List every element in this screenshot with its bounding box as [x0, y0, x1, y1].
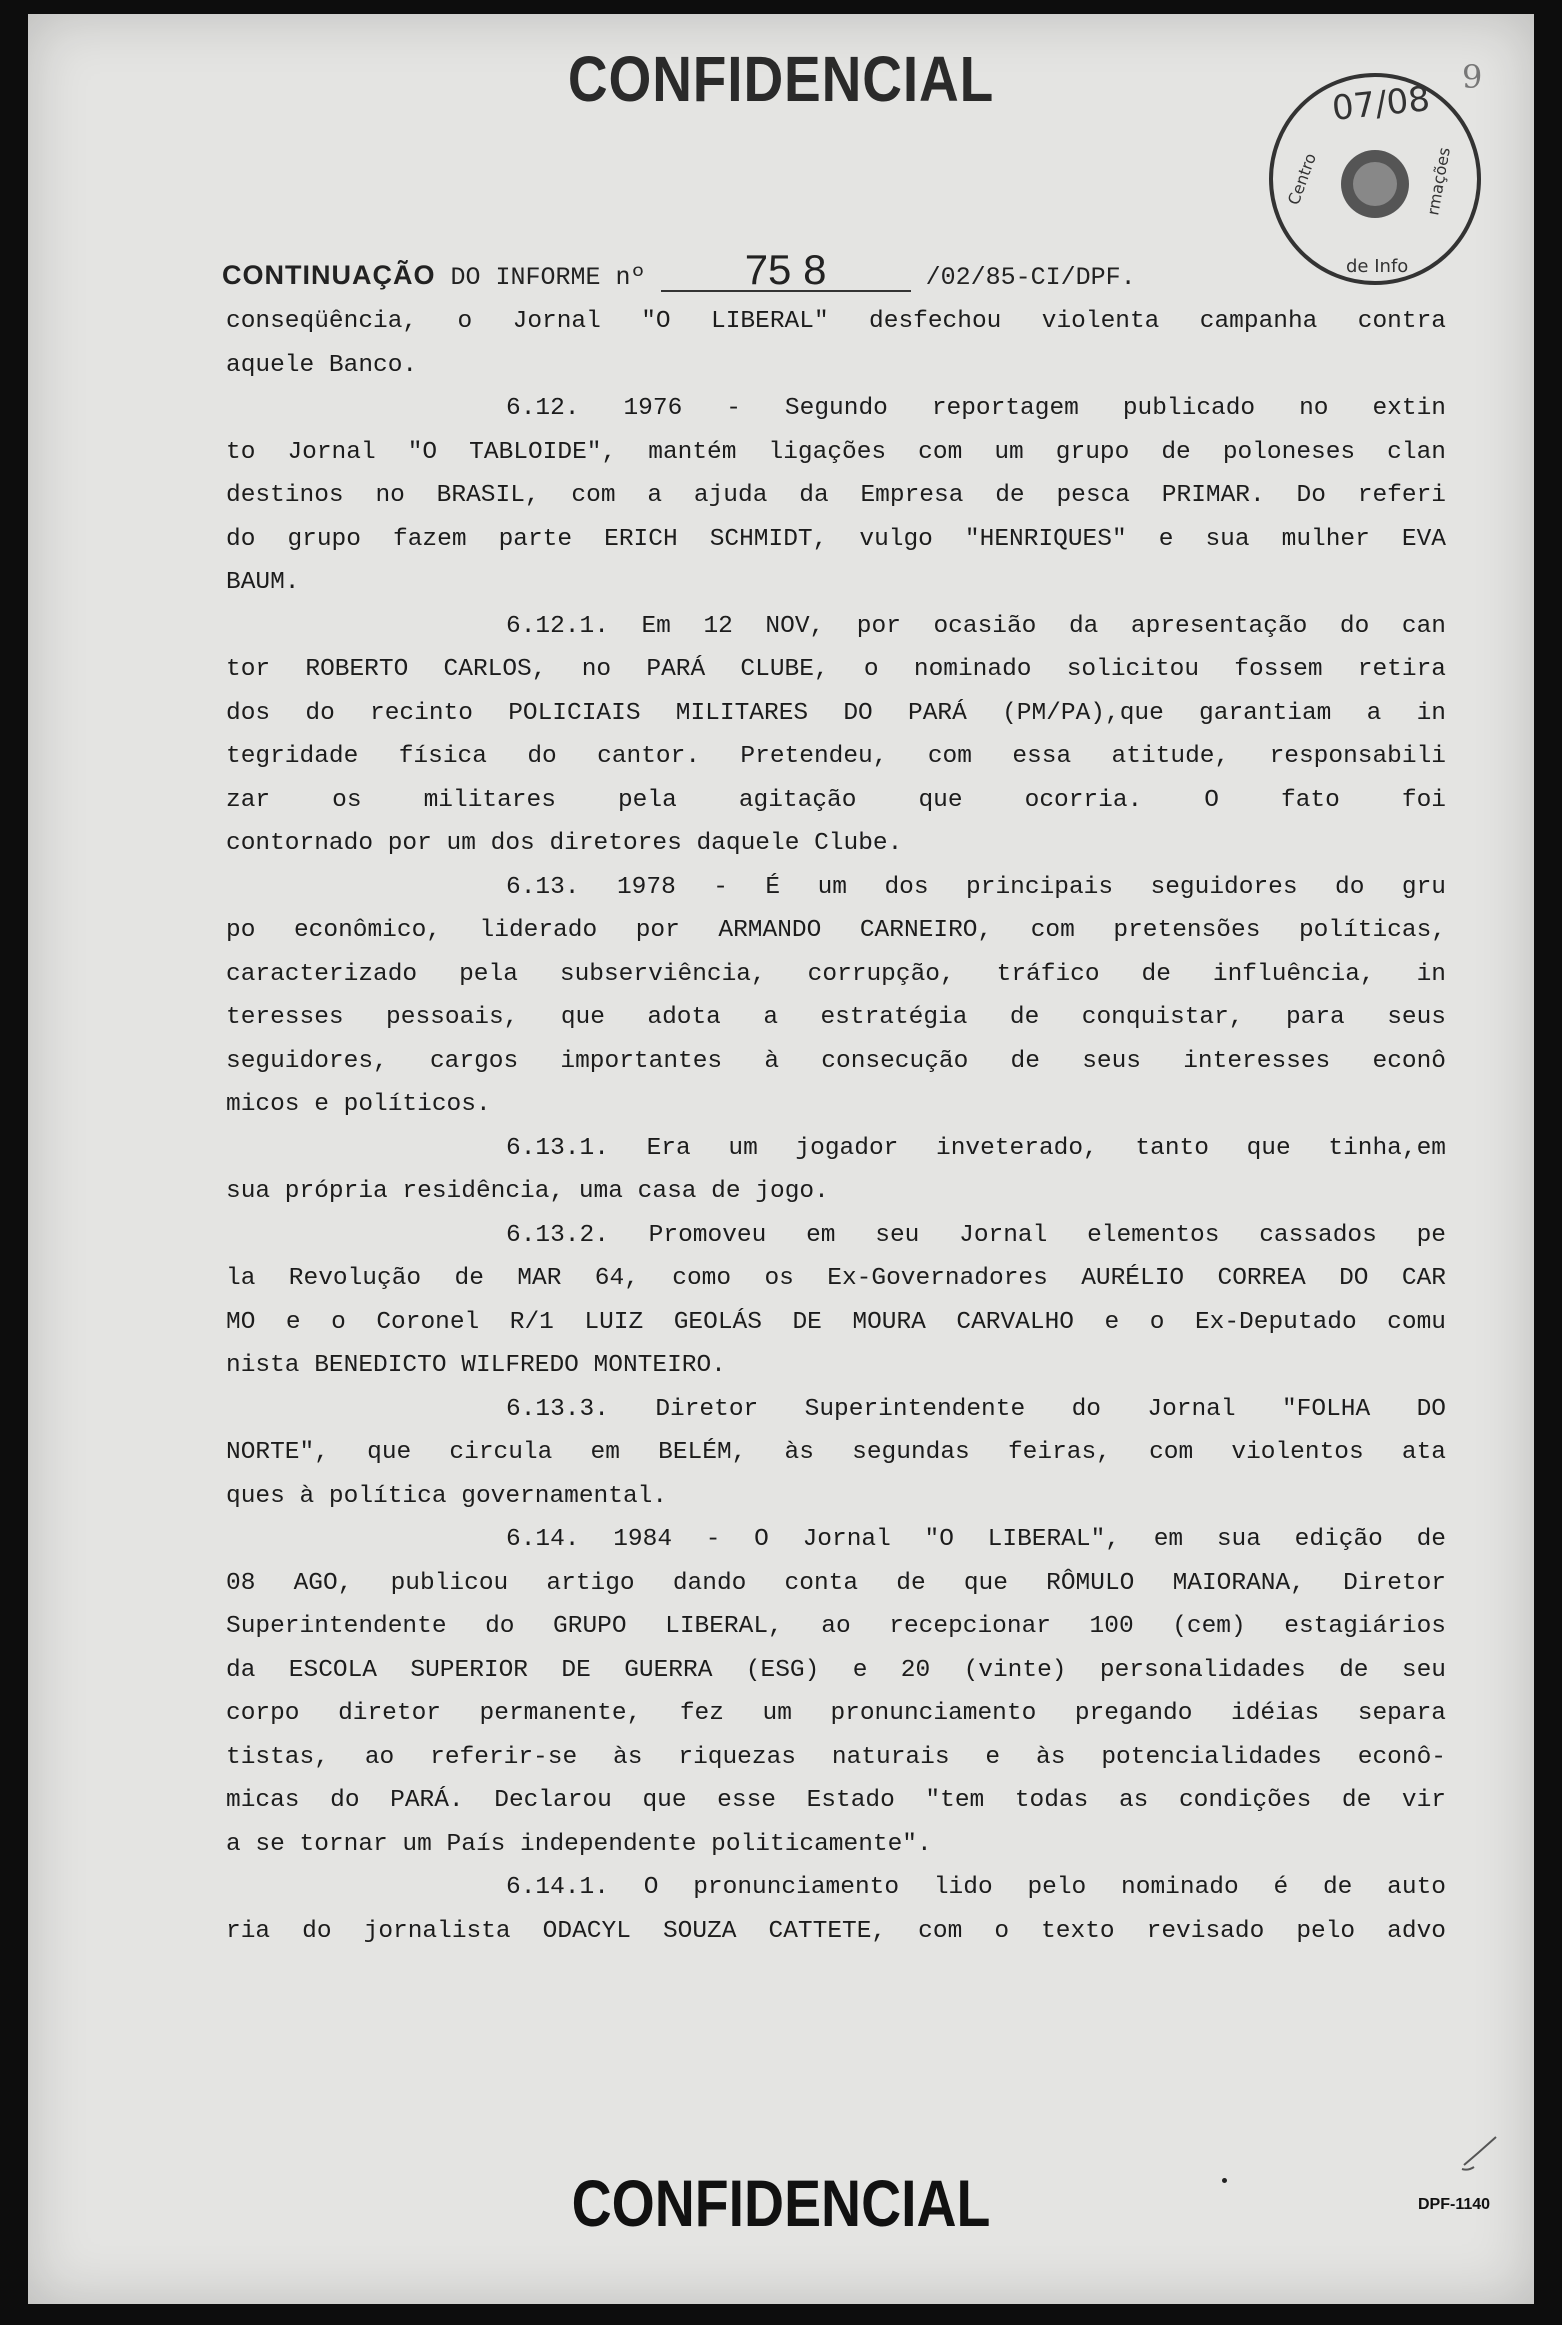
text-line: da ESCOLA SUPERIOR DE GUERRA (ESG) e 20 (vinte) personalidades de seu [226, 1656, 1446, 1684]
text-line: tor ROBERTO CARLOS, no PARÁ CLUBE, o nominado solicitou fossem retira [226, 656, 1446, 683]
text-line: micas do PARÁ. Declarou que esse Estado "tem todas as condições de vir [226, 1787, 1446, 1814]
text-line: conseqüência, o Jornal "O LIBERAL" desfechou violenta campanha contra [226, 308, 1446, 335]
classification-stamp-top: CONFIDENCIAL [567, 43, 995, 115]
text-line: aquele Banco. [226, 351, 418, 379]
report-prefix: DO INFORME nº [450, 263, 646, 292]
text-line: BAUM. [226, 569, 300, 596]
document-body [226, 300, 1446, 1953]
text-line: 08 AGO, publicou artigo dando conta de que RÔMULO MAIORANA, Diretor [226, 1569, 1446, 1597]
text-line: to Jornal "O TABLOIDE", mantém ligações com um grupo de poloneses clan [226, 438, 1446, 466]
text-line: tegridade física do cantor. Pretendeu, com essa atitude, responsabili [226, 743, 1446, 770]
text-line: destinos no BRASIL, com a ajuda da Empresa de pesca PRIMAR. Do referi [226, 482, 1446, 509]
text-line: 6.12. 1976 - Segundo reportagem publicado no extin [506, 395, 1446, 422]
continuation-label: CONTINUAÇÃO [222, 260, 436, 290]
text-line: contornado por um dos diretores daquele Clube. [226, 830, 903, 857]
report-number: 75 8 [661, 250, 911, 292]
svg-text:Centro: Centro [1283, 150, 1321, 208]
text-line: 6.13.1. Era um jogador inveterado, tanto que tinha,em [506, 1134, 1446, 1162]
report-suffix: /02/85-CI/DPF. [925, 263, 1136, 292]
text-line: tistas, ao referir-se às riquezas naturais e às potencialidades econô- [226, 1743, 1446, 1771]
text-line: Superintendente do GRUPO LIBERAL, ao recepcionar 100 (cem) estagiários [226, 1613, 1446, 1640]
text-line: ria do jornalista ODACYL SOUZA CATTETE, com o texto revisado pelo advo [226, 1917, 1446, 1945]
form-code: DPF-1140 [1418, 2196, 1491, 2213]
text-line: caracterizado pela subserviência, corrupção, tráfico de influência, in [226, 960, 1446, 988]
text-line: corpo diretor permanente, fez um pronunciamento pregando idéias separa [226, 1700, 1446, 1727]
continuation-header [222, 246, 1136, 293]
text-line: sua própria residência, uma casa de jogo. [226, 1178, 829, 1205]
text-line: zar os militares pela agitação que ocorria. O fato foi [226, 786, 1446, 814]
svg-text:rmações: rmações [1423, 145, 1454, 217]
text-line: dos do recinto POLICIAIS MILITARES DO PARÁ (PM/PA),que garantiam a in [226, 699, 1446, 727]
svg-text:de Info: de Info [1346, 256, 1409, 277]
text-line: do grupo fazem parte ERICH SCHMIDT, vulgo "HENRIQUES" e sua mulher EVA [226, 525, 1446, 553]
text-line: micos e políticos. [226, 1091, 491, 1118]
text-line: la Revolução de MAR 64, como os Ex-Governadores AURÉLIO CORREA DO CAR [226, 1265, 1446, 1292]
seal-number: 07/08 [1330, 78, 1432, 130]
text-line: seguidores, cargos importantes à consecução de seus interesses econô [226, 1047, 1446, 1075]
text-line: 6.13.3. Diretor Superintendente do Jornal "FOLHA DO [506, 1395, 1446, 1423]
page-number: 9 [1462, 58, 1483, 96]
text-line: 6.14.1. O pronunciamento lido pelo nominado é de auto [506, 1874, 1446, 1901]
text-line: nista BENEDICTO WILFREDO MONTEIRO. [226, 1352, 726, 1379]
check-mark-icon [1460, 2135, 1500, 2175]
text-line: po econômico, liderado por ARMANDO CARNEIRO, com pretensões políticas, [226, 917, 1446, 944]
text-line: teresses pessoais, que adota a estratégia de conquistar, para seus [226, 1004, 1446, 1031]
text-line: NORTE", que circula em BELÉM, às segundas feiras, com violentos ata [226, 1439, 1446, 1466]
text-line: a se tornar um País independente politicamente". [226, 1830, 932, 1858]
text-line: 6.14. 1984 - O Jornal "O LIBERAL", em sua edição de [506, 1526, 1446, 1553]
text-line: MO e o Coronel R/1 LUIZ GEOLÁS DE MOURA CARVALHO e o Ex-Deputado comu [226, 1308, 1446, 1336]
text-line: ques à política governamental. [226, 1482, 668, 1510]
classification-stamp-bottom: CONFIDENCIAL [571, 2166, 991, 2240]
text-line: 6.12.1. Em 12 NOV, por ocasião da apresentação do can [506, 612, 1446, 640]
text-line: 6.13.2. Promoveu em seu Jornal elementos cassados pe [506, 1221, 1446, 1249]
text-line: 6.13. 1978 - É um dos principais seguidores do gru [506, 873, 1446, 901]
ink-dot [1222, 2178, 1227, 2183]
